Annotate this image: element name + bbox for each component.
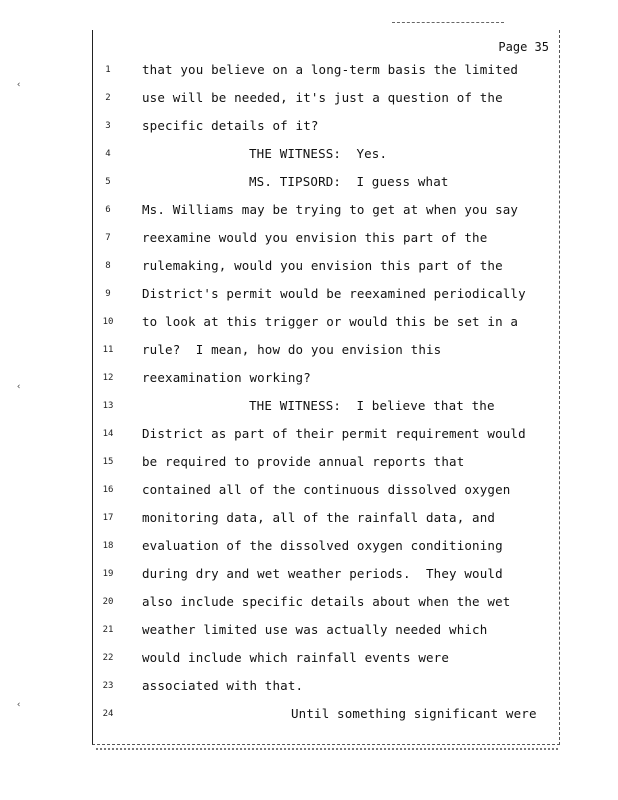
transcript-line [93,311,559,333]
line-text: District as part of their permit requirement would [142,426,526,441]
line-number: 17 [102,513,114,523]
margin-mark: ‹ [16,382,22,392]
transcript-line [93,143,559,165]
line-text: would include which rainfall events were [142,650,450,665]
transcript-line [93,591,559,613]
page-number: Page 35 [498,40,549,54]
margin-mark: ‹ [16,80,22,90]
line-number: 11 [102,345,114,355]
transcript-line [93,563,559,585]
transcript-line [93,171,559,193]
transcript-line [93,647,559,669]
transcript-line [93,367,559,389]
line-number: 18 [102,541,114,551]
line-text: evaluation of the dissolved oxygen conditioning [142,538,503,553]
line-number: 9 [105,289,111,299]
line-number: 21 [102,625,114,635]
transcript-line [93,339,559,361]
header-mark [392,22,504,25]
line-number: 3 [105,121,111,131]
transcript-line [93,451,559,473]
transcript-line [93,87,559,109]
line-number: 13 [102,401,114,411]
transcript-line [93,423,559,445]
line-text: Ms. Williams may be trying to get at when you say [142,202,519,217]
line-text: to look at this trigger or would this be set in a [142,314,519,329]
line-number: 14 [102,429,114,439]
transcript-line [93,283,559,305]
line-text: reexamination working? [142,370,311,385]
line-number: 16 [102,485,114,495]
line-text: that you believe on a long-term basis the limited [142,62,519,77]
line-number: 6 [105,205,111,215]
line-number: 24 [102,709,114,719]
transcript-line [93,395,559,417]
line-number: 19 [102,569,114,579]
transcript-line [93,227,559,249]
line-number: 2 [105,93,111,103]
line-number: 15 [102,457,114,467]
line-text: THE WITNESS: Yes. [249,146,388,161]
line-number: 12 [102,373,114,383]
transcript-line [93,535,559,557]
line-text: THE WITNESS: I believe that the [249,398,495,413]
line-number: 4 [105,149,111,159]
line-text: Until something significant were [291,706,537,721]
transcript-line [93,479,559,501]
line-text: District's permit would be reexamined periodically [142,286,526,301]
line-text: MS. TIPSORD: I guess what [249,174,449,189]
line-text: weather limited use was actually needed which [142,622,488,637]
line-number: 1 [105,65,111,75]
transcript-line [93,675,559,697]
transcript-line [93,619,559,641]
transcript-line [93,507,559,529]
line-text: specific details of it? [142,118,319,133]
line-number: 5 [105,177,111,187]
line-number: 22 [102,653,114,663]
line-text: rule? I mean, how do you envision this [142,342,442,357]
line-text: be required to provide annual reports that [142,454,465,469]
line-number: 8 [105,261,111,271]
transcript-line [93,255,559,277]
transcript-line [93,199,559,221]
line-text: contained all of the continuous dissolved oxygen [142,482,511,497]
line-text: associated with that. [142,678,304,693]
line-number: 7 [105,233,111,243]
line-number: 23 [102,681,114,691]
margin-mark: ‹ [16,700,22,710]
transcript-line [93,59,559,81]
line-text: use will be needed, it's just a question of the [142,90,503,105]
line-number: 20 [102,597,114,607]
line-text: also include specific details about when the wet [142,594,511,609]
line-text: during dry and wet weather periods. They would [142,566,503,581]
line-text: reexamine would you envision this part of the [142,230,488,245]
line-number: 10 [102,317,114,327]
transcript-line [93,703,559,725]
line-text: monitoring data, all of the rainfall data, and [142,510,496,525]
transcript-line [93,115,559,137]
footer-rule [96,748,558,752]
transcript-page [92,30,560,745]
line-text: rulemaking, would you envision this part of the [142,258,503,273]
